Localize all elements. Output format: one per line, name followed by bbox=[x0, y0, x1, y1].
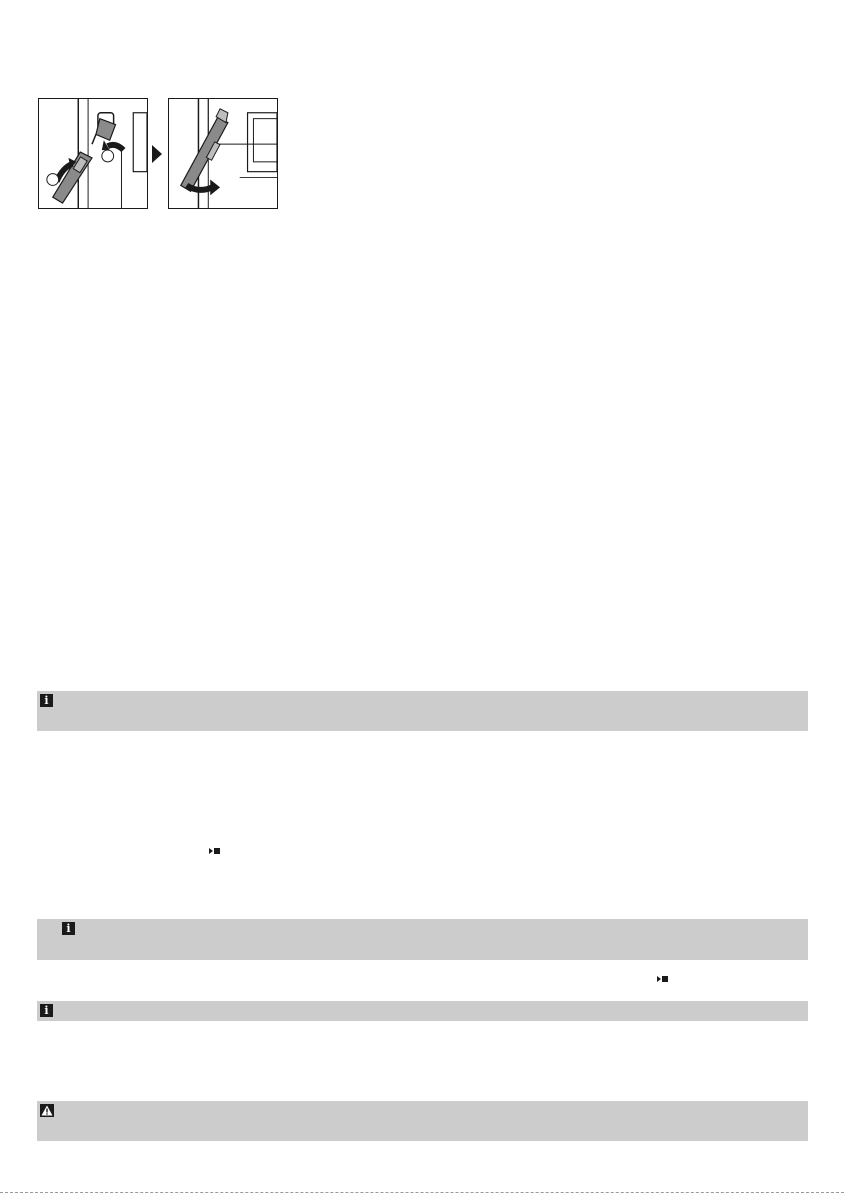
warning-band bbox=[37, 1101, 808, 1141]
info-icon: i bbox=[62, 922, 75, 935]
figure-insert-accessory bbox=[38, 98, 148, 209]
stop-square bbox=[214, 848, 220, 854]
accessory-rotate-illustration bbox=[169, 99, 277, 208]
info-icon: i bbox=[40, 694, 53, 707]
info-icon: i bbox=[40, 1004, 53, 1017]
note-band-1 bbox=[37, 691, 808, 731]
accessory-attach-illustration bbox=[39, 99, 147, 208]
stop-square bbox=[662, 976, 668, 982]
start-stop-icon bbox=[657, 976, 668, 982]
figure-rotate-accessory bbox=[168, 98, 278, 209]
note-band-3 bbox=[37, 1001, 808, 1021]
start-stop-icon bbox=[209, 848, 220, 854]
play-triangle bbox=[657, 976, 661, 982]
play-triangle bbox=[209, 848, 213, 854]
warning-icon bbox=[40, 1104, 54, 1117]
note-band-2 bbox=[37, 919, 808, 960]
footer-rule bbox=[0, 1192, 844, 1193]
step-arrow-icon bbox=[152, 145, 162, 163]
